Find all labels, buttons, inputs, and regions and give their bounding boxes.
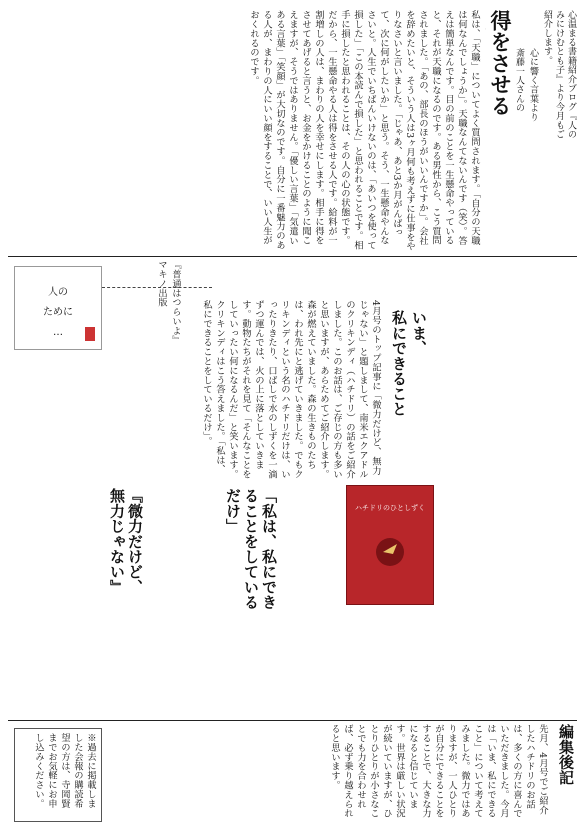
- quote-label: 『普通はつらいよ』: [170, 260, 181, 345]
- calligraphy-image: [14, 266, 102, 350]
- article2-title-line1: いま、: [410, 310, 428, 356]
- contact-box: [14, 728, 102, 822]
- article2-quote1: 『微力だけど、無力じゃない』: [108, 488, 144, 595]
- article2-body-continued: [102, 618, 402, 718]
- newsletter-page: [8, 8, 577, 821]
- svg-text:…: …: [53, 327, 63, 338]
- article2-body: 4月号のトップ記事に「微力だけど、無力じゃない」と題しまして、南米エクアドルのクリキンディ（ハチドリ）の話をご紹介しました。このお話は、ご存じの方も多いと思いますが、あらためてご紹介します。森が燃えていました。森の生きものたちは、われ先にと逃げていきました。でもクリキンディという名のハチドリだけは、いったりきたり、口ばしで水のしずくを一滴ずつ運んでは、火の上に落としていきます。動物たちがそれを見て「そんなことをしていったい何になるんだ」と笑います。クリキンディはこう答えました。「私は、私にできることをしているだけ」。: [201, 300, 381, 479]
- svg-text:ハチドリのひとしずく: ハチドリのひとしずく: [355, 504, 425, 512]
- article2-title-line2: 私にできること: [390, 310, 408, 417]
- section-divider-bottom: [8, 720, 577, 721]
- article1-body: 私は、「天職」についてよく質問されます。「自分の天職は何なんでしょうか」。天職なんてないんです（笑）。答えは簡単なんです。目の前のことを一生懸命やっていると、それが天職になるのです。ある男性から、こう質問されました。「あの、部長のほうがいいんですか」。会社を辞めたいと、そういう人は3ヶ月何も考えずに仕事をやりなさいと言いました。「じゃあ、あと3か月がんばって、次に何がしたいか」と思う。そう、一生懸命やんなさいと。人生でいちばんいけないのは、「あいつを使って損した」「この本読んで損した」と思われることです。相手に損したと思われることは、その人の心の状態です。だから、一生懸命やる人は得をさせる人です。給料が一割増しの人は、まわりの人を幸せにします。相手に得をさせてあげると言うと、お金をかけることのように聞こえますが、そうではありません。「優しい言葉」「気遣いある言葉」「笑顔」が大切なのです。自分に一番魅力のある人が、まわりの人にいい顔をすることで、いい人生がおくれるのです。: [248, 10, 480, 252]
- article2-quote2: 「私は、私にできることをしているだけ」: [224, 488, 278, 610]
- section-divider-top: [8, 256, 577, 257]
- editor-note-body: 先月、4月号でご紹介したハチドリのお話は、多くの方に喜んでいただきました。今月は「いま、私にできること」について考えてみました。微力ではありますが、一人ひとりが自分にできることをすることで、大きな力になると信じています。世界は厳しい状況が続いていますが、ひとりひとりが小さなことでも力を合わせれば、必ず乗り越えられると思います。: [329, 724, 548, 818]
- equals-separator: [102, 287, 212, 288]
- article1-byline: 心に響く言葉より: [528, 48, 538, 122]
- article1-title: 得をさせる: [488, 10, 512, 116]
- editor-note-title: 編集後記: [557, 724, 575, 785]
- svg-text:人の: 人の: [48, 287, 68, 298]
- contact-text: ※過去に掲載しました会報の購読希望の方は、寺岡賢までお気軽にお申し込みください。: [33, 733, 96, 809]
- article1-author: 斎藤一人さんの: [514, 48, 524, 113]
- article1-intro: 心温まる書籍紹介ブログ『人のみにけむとも子』より今月もご紹介します。: [542, 10, 576, 139]
- book-cover-image: [346, 485, 434, 605]
- svg-text:ために: ために: [43, 307, 73, 318]
- quote-source: マキノ出版: [156, 260, 167, 307]
